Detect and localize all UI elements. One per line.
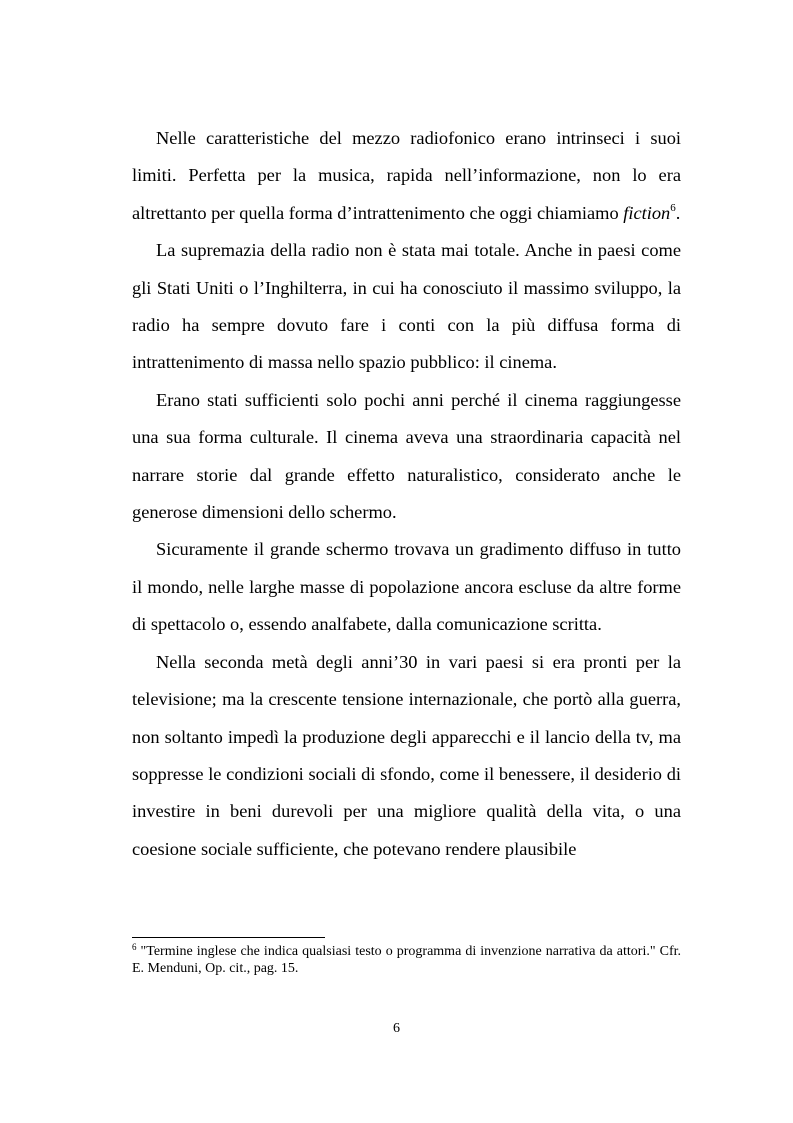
footnote [132, 943, 681, 977]
paragraph-4: Sicuramente il grande schermo trovava un gradimento diffuso in tutto il mondo, nelle larghe masse di popolazione ancora escluse da altre forme di spettacolo o, essendo analfabete, dalla comunicazione scritta. [132, 539, 681, 635]
footnote-text: "Termine inglese che indica qualsiasi testo o programma di invenzione narrativa da attori." Cfr. E. Menduni, Op. cit., pag. 15. [132, 944, 681, 976]
paragraph-1-end: . [675, 202, 681, 223]
footnote-divider [132, 937, 325, 938]
paragraph-2: La supremazia della radio non è stata mai totale. Anche in paesi come gli Stati Uniti o l’Inghilterra, in cui ha conosciuto il massimo sviluppo, la radio ha sempre dovuto fare i conti con la più diffusa forma di intrattenimento di massa nello spazio pubblico: il cinema. [132, 240, 681, 373]
paragraph-1 [132, 120, 681, 232]
body-text [132, 120, 681, 868]
footnote-reference[interactable]: 6 [670, 201, 676, 214]
italic-term: fiction [623, 202, 671, 223]
footnote-number: 6 [132, 942, 137, 952]
paragraph-3: Erano stati sufficienti solo pochi anni perché il cinema raggiungesse una sua forma culturale. Il cinema aveva una straordinaria capacità nel narrare storie dal grande effetto naturalistico, considerato anche le generose dimensioni dello schermo. [132, 389, 681, 523]
paragraph-5: Nella seconda metà degli anni’30 in vari paesi si era pronti per la televisione; ma la crescente tensione internazionale, che portò alla guerra, non soltanto impedì la produzione degli apparecchi e il lancio della tv, ma soppresse le condizioni sociali di sfondo, come il benessere, il desiderio di investire in beni durevoli per una migliore qualità della vita, o una coesione sociale sufficiente, che potevano rendere plausibile [132, 651, 681, 859]
paragraph-1-text: Nelle caratteristiche del mezzo radiofonico erano intrinseci i suoi limiti. Perfetta per la musica, rapida nell’informazione, non lo era altrettanto per quella forma d’intrattenimento che oggi chiamiamo [132, 128, 681, 223]
page-number: 6 [393, 1021, 400, 1036]
